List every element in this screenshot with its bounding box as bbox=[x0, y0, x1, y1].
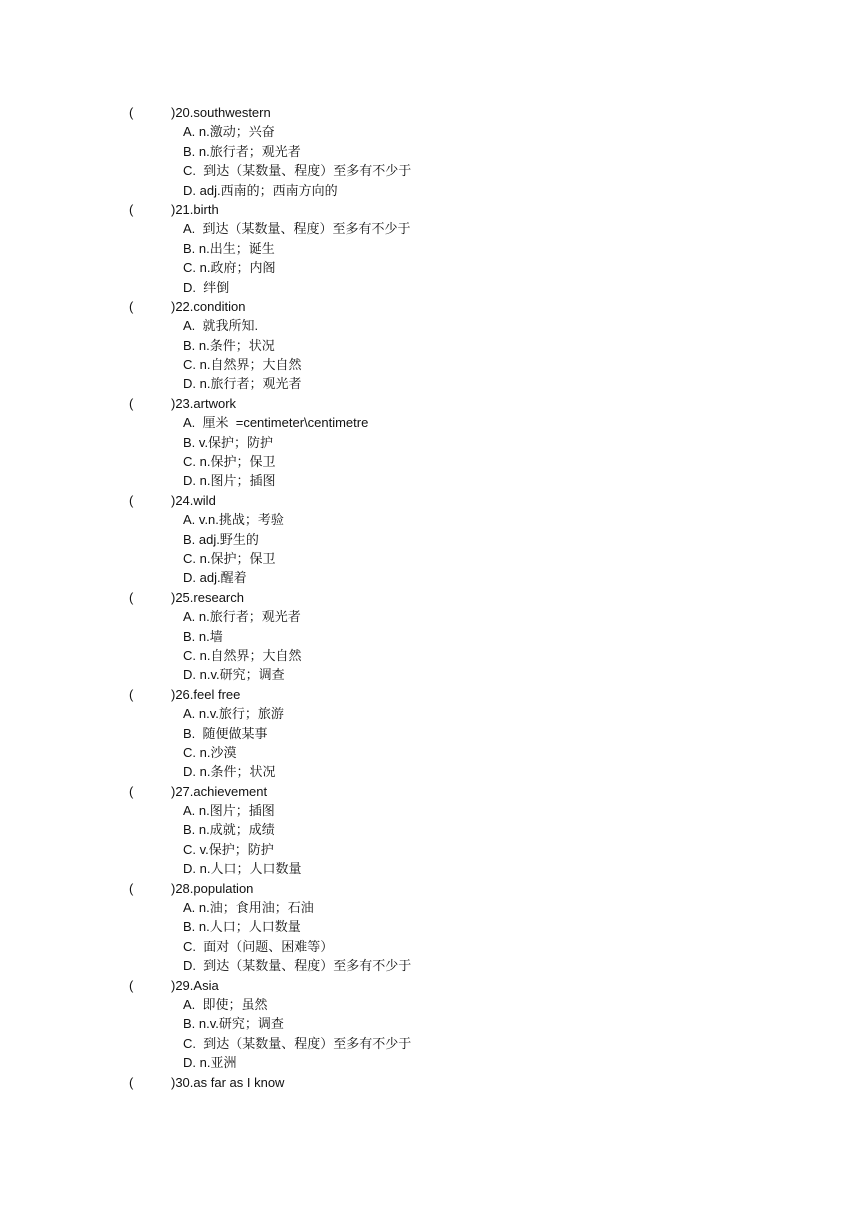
answer-option bbox=[0, 336, 860, 355]
answer-blank-open-paren: ( bbox=[129, 298, 134, 314]
question-prompt: )23.artwork bbox=[171, 395, 237, 411]
answer-option bbox=[0, 316, 860, 335]
answer-option bbox=[0, 724, 860, 743]
option-letter: C. bbox=[183, 938, 204, 954]
question-prompt: )27.achievement bbox=[171, 783, 268, 799]
answer-option bbox=[0, 219, 860, 238]
option-text: n.激动；兴奋 bbox=[198, 124, 275, 140]
answer-blank-open-paren: ( bbox=[129, 201, 134, 217]
option-text: n.图片；插图 bbox=[199, 473, 276, 489]
answer-blank-open-paren: ( bbox=[129, 880, 134, 896]
answer-option bbox=[0, 1034, 860, 1053]
option-letter: D. bbox=[183, 570, 200, 586]
option-text: 绊倒 bbox=[203, 279, 230, 295]
option-letter: B. bbox=[183, 919, 199, 935]
option-text: n.自然界；大自然 bbox=[199, 647, 302, 663]
option-text: n.旅行者；观光者 bbox=[199, 376, 302, 392]
question-prompt: )21.birth bbox=[171, 201, 219, 217]
answer-option bbox=[0, 743, 860, 762]
option-letter: A. bbox=[183, 996, 203, 1012]
answer-option bbox=[0, 355, 860, 374]
answer-option bbox=[0, 627, 860, 646]
question-line bbox=[0, 200, 860, 219]
option-letter: A. bbox=[183, 900, 199, 916]
question-prompt: )20.southwestern bbox=[171, 105, 271, 120]
option-text: adj.醒着 bbox=[199, 570, 247, 586]
answer-option bbox=[0, 646, 860, 665]
option-text: 随便做某事 bbox=[202, 725, 268, 741]
option-text: 面对（问题、困难等） bbox=[203, 938, 334, 954]
option-text: n.旅行者；观光者 bbox=[198, 609, 301, 625]
option-letter: A. bbox=[183, 318, 203, 334]
answer-option bbox=[0, 898, 860, 917]
option-text: adj.野生的 bbox=[198, 531, 259, 547]
option-letter: A. bbox=[183, 803, 199, 819]
option-text: n.v.研究；调查 bbox=[199, 667, 285, 683]
answer-option bbox=[0, 278, 860, 297]
option-text: n.政府；内阁 bbox=[199, 260, 276, 276]
option-letter: A. bbox=[183, 609, 199, 625]
answer-blank-open-paren: ( bbox=[129, 1074, 134, 1090]
answer-option bbox=[0, 433, 860, 452]
option-letter: B. bbox=[183, 1016, 199, 1032]
question-prompt: )26.feel free bbox=[171, 686, 241, 702]
answer-option bbox=[0, 820, 860, 839]
option-letter: D. bbox=[183, 279, 204, 295]
option-text: 即使；虽然 bbox=[202, 996, 268, 1012]
option-letter: D. bbox=[183, 182, 200, 198]
option-text: n.v.旅行；旅游 bbox=[198, 706, 284, 722]
option-letter: C. bbox=[183, 550, 200, 566]
option-text: n.亚洲 bbox=[199, 1055, 237, 1071]
question-block bbox=[0, 103, 860, 200]
option-letter: B. bbox=[183, 434, 199, 450]
option-text: n.沙漠 bbox=[199, 744, 237, 760]
option-text: n.油；食用油；石油 bbox=[198, 900, 314, 916]
question-line bbox=[0, 394, 860, 413]
answer-option bbox=[0, 917, 860, 936]
answer-blank-open-paren: ( bbox=[129, 977, 134, 993]
question-block bbox=[0, 685, 860, 782]
question-block bbox=[0, 200, 860, 297]
option-letter: C. bbox=[183, 163, 204, 179]
question-block bbox=[0, 297, 860, 394]
question-block bbox=[0, 1073, 860, 1092]
option-text: 到达（某数量、程度）至多有不少于 bbox=[203, 1035, 412, 1051]
question-block bbox=[0, 782, 860, 879]
answer-option bbox=[0, 413, 860, 432]
answer-option bbox=[0, 568, 860, 587]
question-block bbox=[0, 394, 860, 491]
answer-option bbox=[0, 801, 860, 820]
answer-option bbox=[0, 607, 860, 626]
question-line bbox=[0, 103, 860, 122]
option-text: 就我所知. bbox=[202, 318, 259, 334]
option-text: n.旅行者；观光者 bbox=[198, 143, 301, 159]
option-text: 厘米 =centimeter\centimetre bbox=[202, 415, 369, 431]
answer-option bbox=[0, 258, 860, 277]
answer-option bbox=[0, 510, 860, 529]
option-text: n.条件；状况 bbox=[199, 764, 276, 780]
answer-option bbox=[0, 530, 860, 549]
question-line bbox=[0, 297, 860, 316]
option-letter: B. bbox=[183, 531, 199, 547]
answer-option bbox=[0, 937, 860, 956]
option-letter: A. bbox=[183, 706, 199, 722]
option-letter: D. bbox=[183, 1055, 200, 1071]
option-letter: D. bbox=[183, 667, 200, 683]
option-letter: C. bbox=[183, 1035, 204, 1051]
option-text: n.自然界；大自然 bbox=[199, 357, 302, 373]
option-letter: C. bbox=[183, 744, 200, 760]
answer-option bbox=[0, 122, 860, 141]
option-letter: D. bbox=[183, 861, 200, 877]
option-letter: B. bbox=[183, 822, 199, 838]
answer-option bbox=[0, 995, 860, 1014]
answer-option bbox=[0, 956, 860, 975]
option-text: n.保护；保卫 bbox=[199, 550, 276, 566]
option-letter: B. bbox=[183, 725, 203, 741]
answer-option bbox=[0, 452, 860, 471]
question-prompt: )30.as far as I know bbox=[171, 1074, 285, 1090]
answer-option bbox=[0, 374, 860, 393]
option-text: 到达（某数量、程度）至多有不少于 bbox=[203, 958, 412, 974]
option-letter: D. bbox=[183, 473, 200, 489]
answer-option bbox=[0, 142, 860, 161]
option-letter: C. bbox=[183, 647, 200, 663]
option-letter: C. bbox=[183, 454, 200, 470]
option-text: 到达（某数量、程度）至多有不少于 bbox=[203, 163, 412, 179]
option-text: v.n.挑战；考验 bbox=[198, 512, 284, 528]
answer-blank-open-paren: ( bbox=[129, 589, 134, 605]
option-letter: D. bbox=[183, 958, 204, 974]
option-letter: A. bbox=[183, 512, 199, 528]
answer-option bbox=[0, 239, 860, 258]
answer-option bbox=[0, 1014, 860, 1033]
answer-blank-open-paren: ( bbox=[129, 686, 134, 702]
option-text: n.人口；人口数量 bbox=[199, 861, 302, 877]
question-block bbox=[0, 976, 860, 1073]
option-letter: C. bbox=[183, 260, 200, 276]
question-line bbox=[0, 879, 860, 898]
option-text: n.人口；人口数量 bbox=[198, 919, 301, 935]
option-text: n.v.研究；调查 bbox=[198, 1016, 284, 1032]
question-block bbox=[0, 491, 860, 588]
question-prompt: )28.population bbox=[171, 880, 254, 896]
option-text: n.出生；诞生 bbox=[198, 240, 275, 256]
option-text: n.成就；成绩 bbox=[198, 822, 275, 838]
question-line bbox=[0, 976, 860, 995]
question-line bbox=[0, 1073, 860, 1092]
answer-option bbox=[0, 1053, 860, 1072]
answer-option bbox=[0, 549, 860, 568]
answer-blank-open-paren: ( bbox=[129, 105, 134, 120]
option-letter: D. bbox=[183, 764, 200, 780]
option-letter: B. bbox=[183, 628, 199, 644]
question-line bbox=[0, 588, 860, 607]
answer-blank-open-paren: ( bbox=[129, 492, 134, 508]
answer-option bbox=[0, 762, 860, 781]
answer-blank-open-paren: ( bbox=[129, 783, 134, 799]
option-letter: C. bbox=[183, 841, 200, 857]
question-block bbox=[0, 879, 860, 976]
option-letter: A. bbox=[183, 124, 199, 140]
option-text: v.保护；防护 bbox=[198, 434, 274, 450]
option-text: adj.西南的；西南方向的 bbox=[199, 182, 338, 198]
question-prompt: )22.condition bbox=[171, 298, 246, 314]
answer-blank-open-paren: ( bbox=[129, 395, 134, 411]
option-letter: D. bbox=[183, 376, 200, 392]
question-block bbox=[0, 588, 860, 685]
option-text: v.保护；防护 bbox=[199, 841, 274, 857]
option-text: 到达（某数量、程度）至多有不少于 bbox=[202, 221, 411, 237]
answer-option bbox=[0, 704, 860, 723]
option-letter: C. bbox=[183, 357, 200, 373]
answer-option bbox=[0, 181, 860, 200]
worksheet-document bbox=[0, 103, 860, 1092]
answer-option bbox=[0, 840, 860, 859]
option-text: n.条件；状况 bbox=[198, 337, 275, 353]
question-prompt: )29.Asia bbox=[171, 977, 219, 993]
question-prompt: )25.research bbox=[171, 589, 244, 605]
option-letter: A. bbox=[183, 415, 203, 431]
answer-option bbox=[0, 471, 860, 490]
question-line bbox=[0, 491, 860, 510]
question-line bbox=[0, 782, 860, 801]
answer-option bbox=[0, 859, 860, 878]
answer-option bbox=[0, 161, 860, 180]
question-line bbox=[0, 685, 860, 704]
option-text: n.墙 bbox=[198, 628, 223, 644]
option-letter: B. bbox=[183, 240, 199, 256]
option-letter: B. bbox=[183, 143, 199, 159]
option-letter: A. bbox=[183, 221, 203, 237]
option-text: n.图片；插图 bbox=[198, 803, 275, 819]
question-prompt: )24.wild bbox=[171, 492, 216, 508]
answer-option bbox=[0, 665, 860, 684]
option-text: n.保护；保卫 bbox=[199, 454, 276, 470]
option-letter: B. bbox=[183, 337, 199, 353]
